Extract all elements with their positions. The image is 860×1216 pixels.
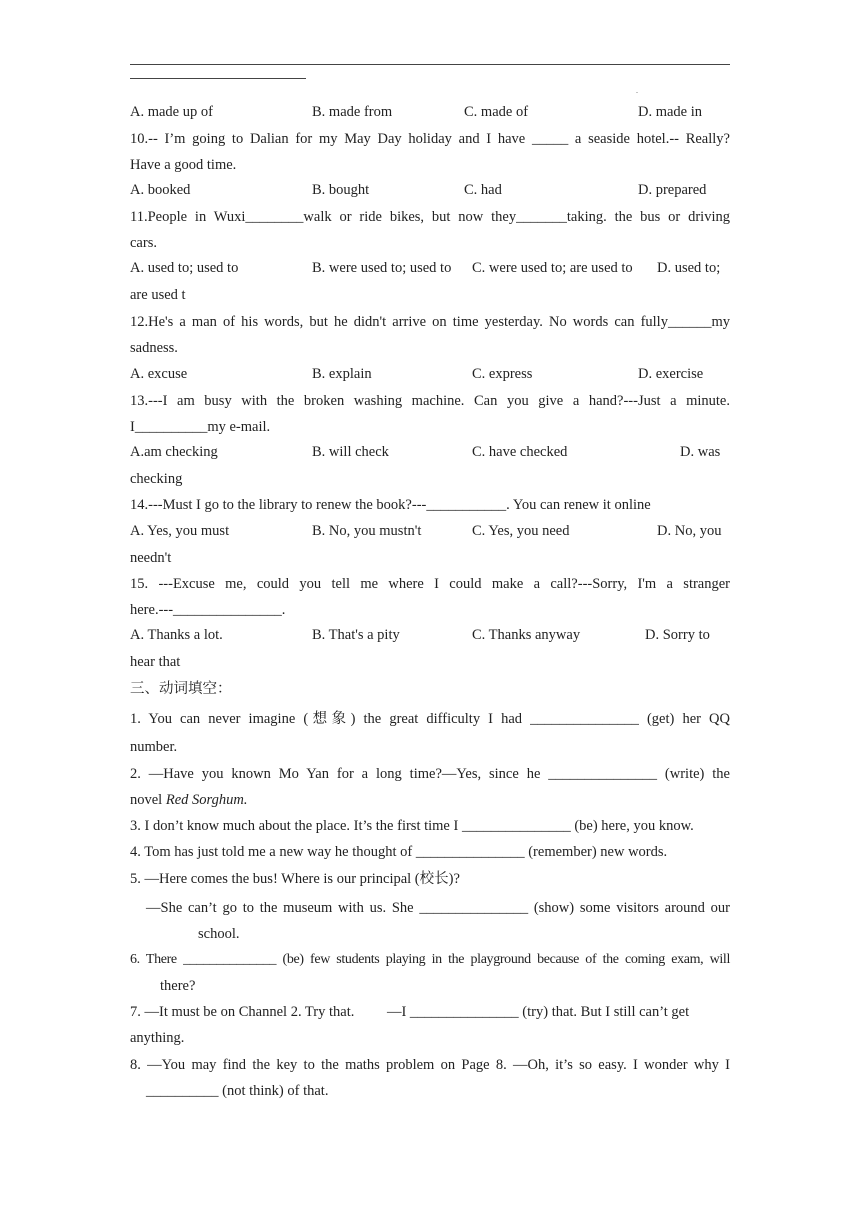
fill-text: 6. There ______________ (be) few students playing in the playground because of the coming exam, will xyxy=(130,952,730,967)
option-b: B. No, you mustn't xyxy=(312,523,422,539)
option-a: A. made up of xyxy=(130,104,213,120)
option-c: C. Yes, you need xyxy=(472,523,570,539)
option-b: B. explain xyxy=(312,366,372,382)
option-a: A. Thanks a lot. xyxy=(130,627,223,643)
option-c: C. made of xyxy=(464,104,529,120)
question-text: 15. ---Excuse me, could you tell me where I could make a call?---Sorry, I'm a stranger xyxy=(130,576,730,592)
fill-text-cont: anything. xyxy=(130,1030,185,1046)
fill-text-cont: there? xyxy=(160,978,196,994)
option-d-cont: needn't xyxy=(130,550,172,566)
top-rule-short xyxy=(130,78,306,79)
book-title: Red Sorghum. xyxy=(165,792,248,808)
option-b: B. bought xyxy=(312,182,370,198)
option-a: A.am checking xyxy=(130,444,218,460)
fill-text: 7. —It must be on Channel 2. Try that. —I _______________ (try) that. But I still can’t get xyxy=(130,1004,690,1020)
fill-item-4: 4. Tom has just told me a new way he thought of _______________ (remember) new words. xyxy=(130,844,668,860)
question-text-cont: cars. xyxy=(130,235,157,251)
fill-text: 1. You can never imagine (想象) the great difficulty I had _______________ (get) her QQ xyxy=(130,711,730,727)
fill-text: 5. —Here comes the bus! Where is our principal (校长)? xyxy=(130,871,460,887)
option-a: A. excuse xyxy=(130,366,188,382)
fill-item-3: 3. I don’t know much about the place. It’s the first time I _______________ (be) here, you know. xyxy=(130,818,694,834)
fill-text-cont: number. xyxy=(130,739,178,755)
option-c: C. had xyxy=(464,182,502,198)
option-a: A. booked xyxy=(130,182,191,198)
fill-text-cont: —She can’t go to the museum with us. She _______________ (show) some visitors around our xyxy=(146,900,730,916)
option-d: D. exercise xyxy=(638,366,704,382)
option-d-cont: are used t xyxy=(130,287,186,303)
option-b: B. will check xyxy=(312,444,389,460)
option-b: B. were used to; used to xyxy=(312,260,452,276)
option-a: A. Yes, you must xyxy=(130,523,230,539)
fill-text-cont2: school. xyxy=(198,926,240,942)
page-mark: . xyxy=(636,86,638,95)
section-heading: 三、动词填空： xyxy=(130,681,232,697)
option-c: C. have checked xyxy=(472,444,568,460)
top-rule xyxy=(130,64,730,65)
option-d: D. used to; xyxy=(657,260,721,276)
option-a: A. used to; used to xyxy=(130,260,239,276)
option-c: C. were used to; are used to xyxy=(472,260,633,276)
question-text: 10.-- I’m going to Dalian for my May Day holiday and I have _____ a seaside hotel.-- Really? xyxy=(130,131,730,147)
question-text-cont: Have a good time. xyxy=(130,157,237,173)
option-d-cont: checking xyxy=(130,471,183,487)
question-text-cont: sadness. xyxy=(130,340,178,356)
option-d: D. was xyxy=(680,444,721,460)
question-text: 13.---I am busy with the broken washing machine. Can you give a hand?---Just a minute. xyxy=(130,393,730,409)
option-d: D. No, you xyxy=(657,523,722,539)
option-d: D. Sorry to xyxy=(645,627,710,643)
question-text: 14.---Must I go to the library to renew the book?---___________. You can renew it online xyxy=(130,497,651,513)
question-text-cont: I__________my e-mail. xyxy=(130,419,271,435)
fill-text-plain: novel xyxy=(130,792,166,808)
question-text: 12.He's a man of his words, but he didn't arrive on time yesterday. No words can fully______my xyxy=(130,314,730,330)
option-d-cont: hear that xyxy=(130,654,181,670)
option-b: B. made from xyxy=(312,104,393,120)
option-c: C. express xyxy=(472,366,533,382)
option-b: B. That's a pity xyxy=(312,627,400,643)
option-d: D. made in xyxy=(638,104,703,120)
question-text-cont: here.---_______________. xyxy=(130,602,286,618)
fill-text-cont: __________ (not think) of that. xyxy=(146,1083,329,1099)
fill-text: 2. —Have you known Mo Yan for a long time?—Yes, since he _______________ (write) the xyxy=(130,766,730,782)
option-c: C. Thanks anyway xyxy=(472,627,581,643)
fill-text: 8. —You may find the key to the maths problem on Page 8. —Oh, it’s so easy. I wonder why I xyxy=(130,1057,730,1073)
question-text: 11.People in Wuxi________walk or ride bikes, but now they_______taking. the bus or driving xyxy=(130,209,730,225)
option-d: D. prepared xyxy=(638,182,707,198)
fill-text-cont xyxy=(130,791,730,809)
